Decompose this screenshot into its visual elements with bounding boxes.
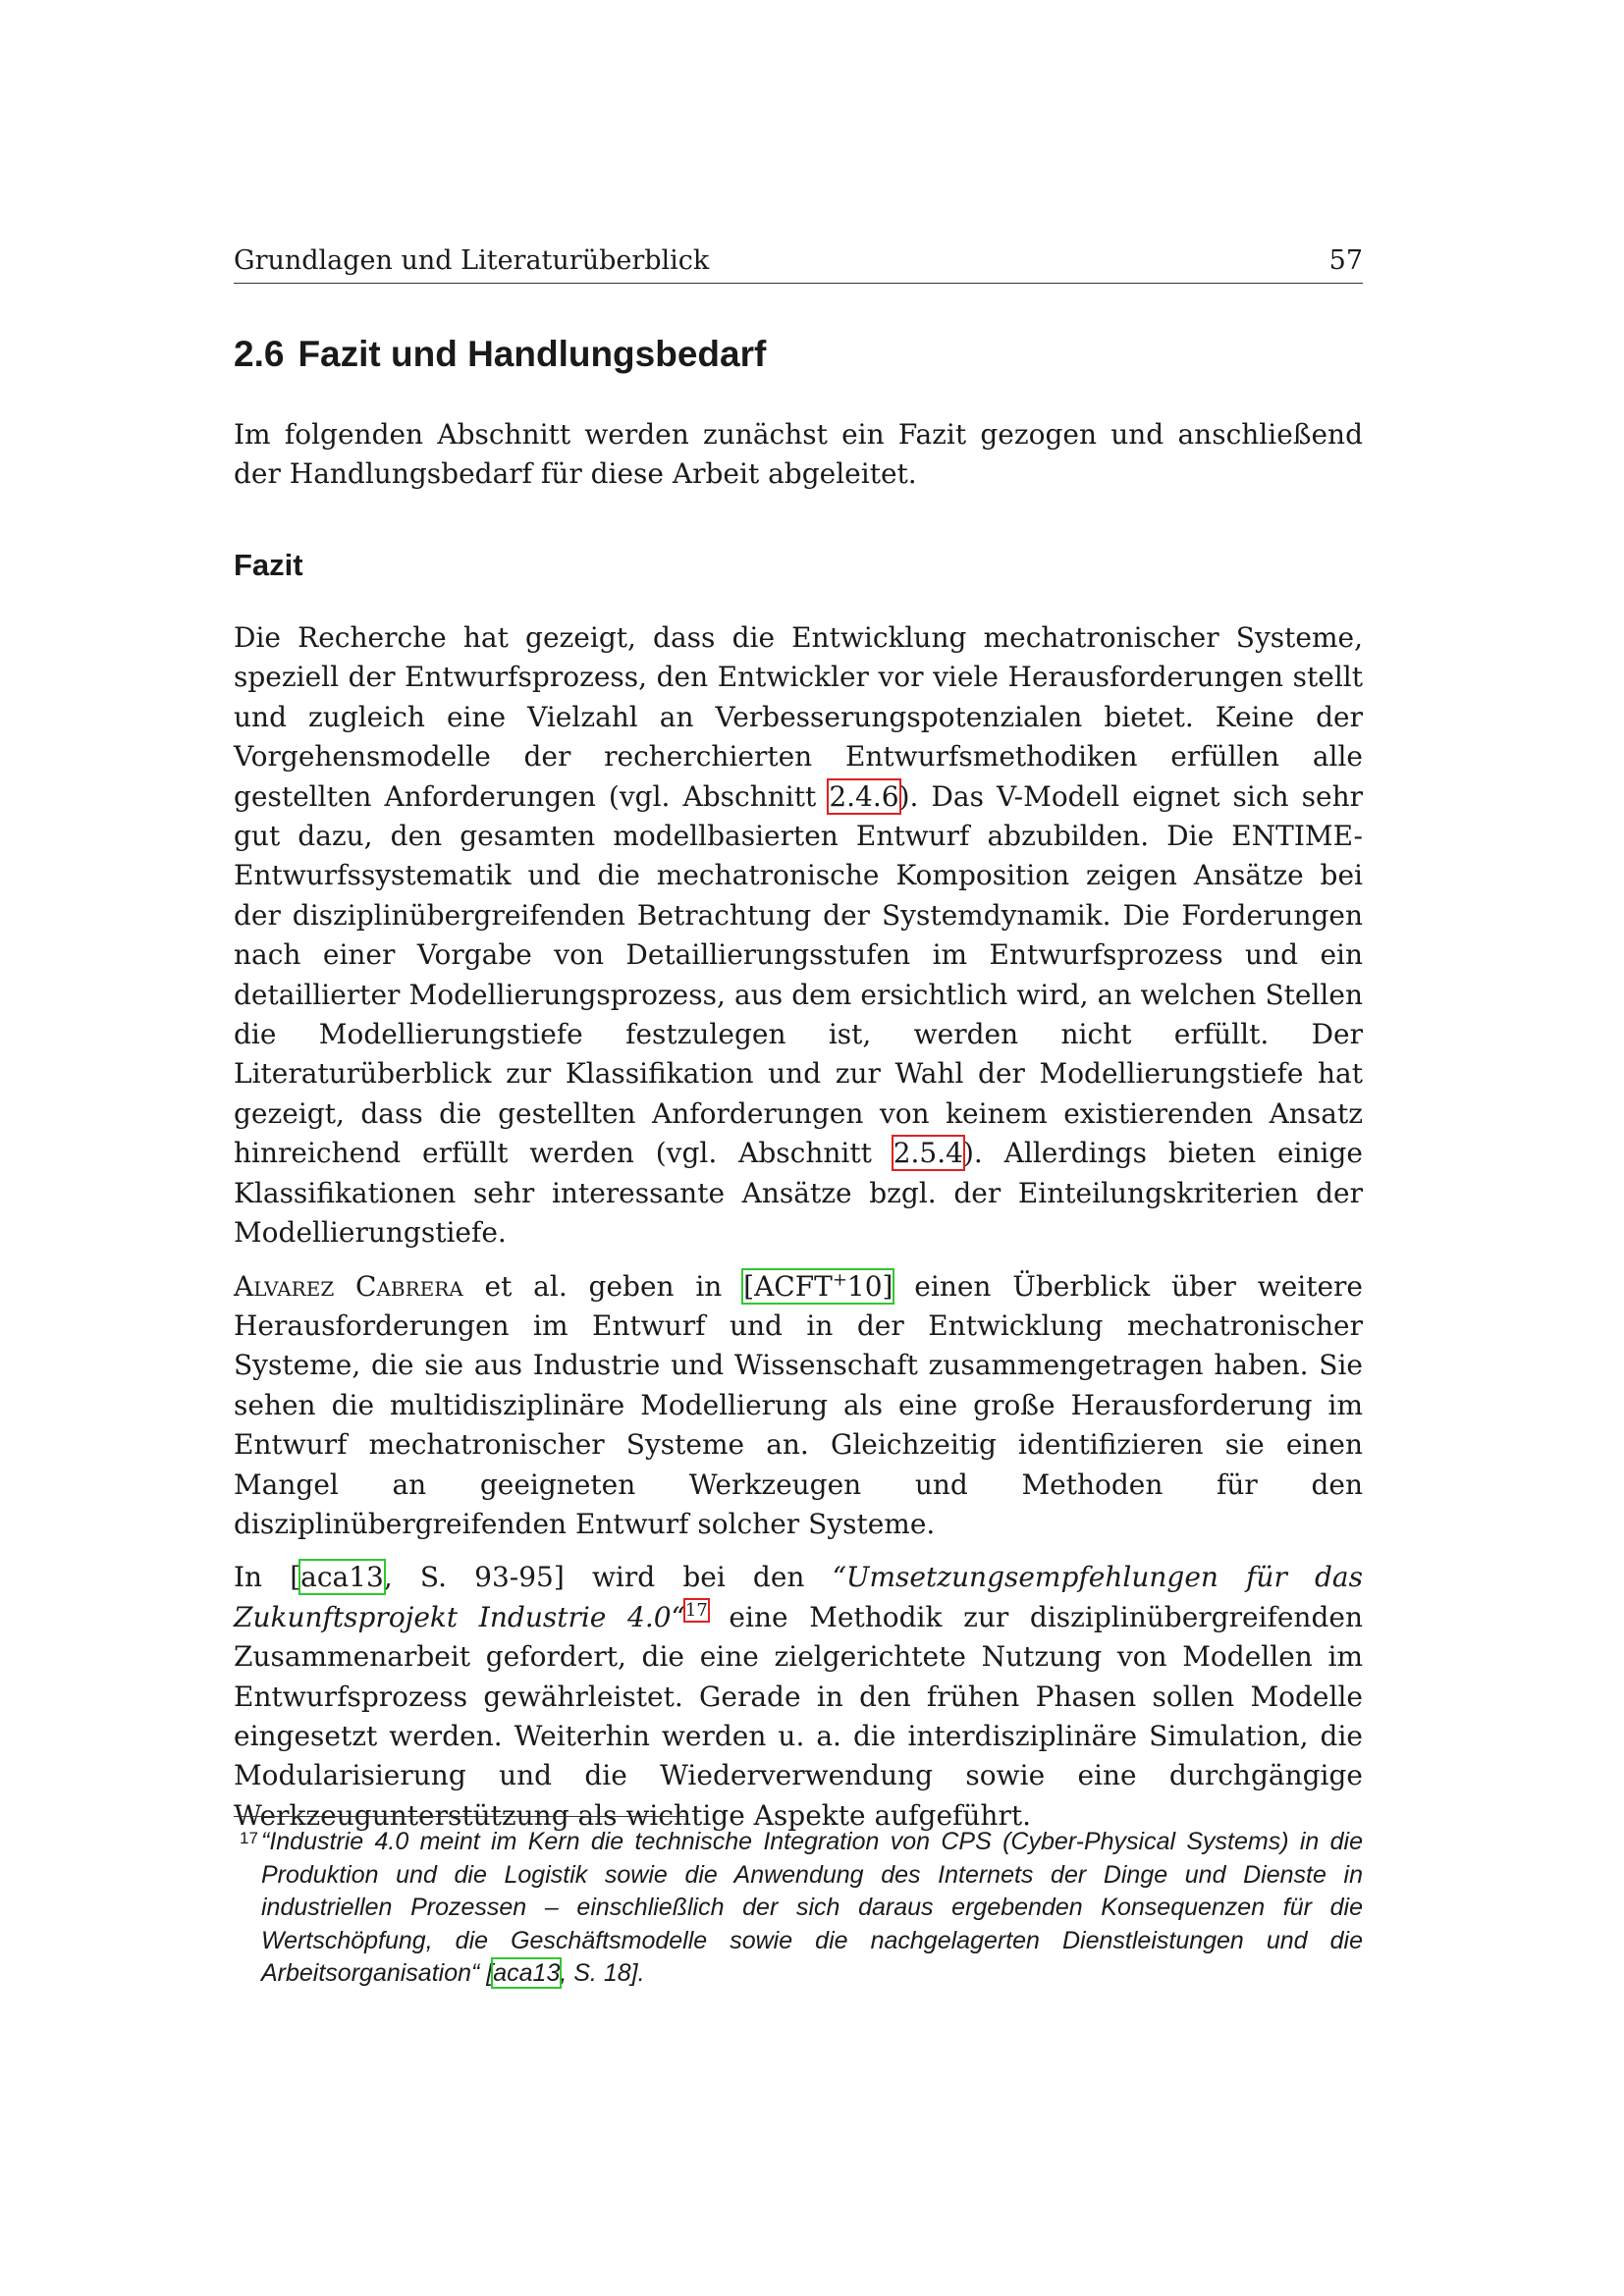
paragraph-3-text-b: , S. 93-95] wird bei den [383,1561,833,1594]
section-heading [234,334,766,375]
section-link-2-5-4[interactable]: 2.5.4 [893,1137,963,1170]
citation-acft-tail: 10] [846,1269,893,1303]
paragraph-1-text-a: Die Recherche hat gezeigt, dass die Entwicklung mechatronischer Systeme, speziell der Entwurfsprozess, den Entwickler vor viele Herausforderungen stellt und zugleich eine Vielzahl an Verbesserungspotenzialen bietet. Keine der Vorgehensmodelle der recherchierten Entwurfsmethodiken erfüllen alle gestellten Anforderungen (vgl. Abschnitt [234,621,1363,813]
section-number: 2.6 [234,334,285,374]
footnote [234,1826,1363,1991]
paragraph-1-text-b: ). Das V-Modell eignet sich sehr gut dazu, den gesamten modellbasierten Entwurf abzubilden. Die ENTIME-Entwurfssystematik und die mechatronische Komposition zeigen Ansätze bei der disziplinübergreifenden Betrachtung der Systemdynamik. Die Forderungen nach einer Vorgabe von Detaillierungsstufen im Entwurfsprozess und ein detaillierter Modellierungsprozess, aus dem ersichtlich wird, an welchen Stellen die Modellierungstiefe festzulegen ist, werden nicht erfüllt. Der Literaturüberblick zur Klassifikation und zur Wahl der Modellierungstiefe hat gezeigt, dass die gestellten Anforderungen von keinem existierenden Ansatz hinreichend erfüllt werden (vgl. Abschnitt [234,779,1363,1170]
footnote-body [261,1826,1363,1991]
paragraph-2-text-a: et al. geben in [462,1269,744,1303]
paragraph-3-text-c: eine Methodik zur disziplinübergreifenden Zusammenarbeit gefordert, die eine zielgerichtete Nutzung von Modellen im Entwurfsprozess gewährleistet. Gerade in den frühen Phasen sollen Modelle eingesetzt werden. Weiterhin werden u. a. die interdisziplinäre Simulation, die Modularisierung und die Wiederverwendung sowie eine durchgängige Werkzeugunterstützung als wichtige Aspekte aufgeführt. [234,1600,1363,1832]
section-link-2-4-6[interactable]: 2.4.6 [829,779,899,813]
footnote-citation-aca13[interactable]: aca13 [493,1959,561,1987]
page-number: 57 [1328,245,1363,276]
footnote-mark: 17 [240,1829,258,1847]
intro-block [234,415,1363,495]
footnote-text-b: , S. 18]. [560,1959,645,1987]
quoted-title: “Umsetzungsempfehlungen für das Zukunftsprojekt Industrie 4.0“ [234,1561,1363,1633]
paragraph-3 [234,1558,1363,1836]
citation-acft-main: [ACFT [743,1269,833,1303]
intro-paragraph: Im folgenden Abschnitt werden zunächst ein Fazit gezogen und anschließend der Handlungsbedarf für diese Arbeit abgeleitet. [234,418,1363,491]
footnote-text-a: “Industrie 4.0 meint im Kern die technische Integration von CPS (Cyber-Physical Systems) in die Produktion und die Logistik sowie die Anwendung des Internets der Dinge und Dienste in industriellen Prozessen – einschließlich der sich daraus ergebenden Konsequenzen für die Wertschöpfung, die Geschäftsmodelle sowie die nachgelagerten Dienstleistungen und die Arbeitsorganisation“ [ [261,1828,1363,1987]
paragraph-1 [234,618,1363,1254]
citation-link-aca13[interactable]: aca13 [300,1561,384,1594]
footnote-rule [234,1816,685,1817]
citation-acft-sup: + [832,1269,847,1291]
footnote-link-17[interactable]: 17 [684,1600,708,1622]
citation-link-acft10[interactable] [743,1270,893,1303]
paragraph-2-text-b: einen Überblick über weitere Herausforderungen im Entwurf und in der Entwicklung mechatronischer Systeme, die sie aus Industrie und Wissenschaft zusammengetragen haben. Sie sehen die multidisziplinäre Modellierung als eine große Herausforderung im Entwurf mechatronischer Systeme an. Gleichzeitig identifizieren sie einen Mangel an geeigneten Werkzeugen und Methoden für den disziplinübergreifenden Entwurf solcher Systeme. [234,1269,1364,1540]
author-name: Alvarez Cabrera [234,1269,463,1303]
body-text [234,618,1363,1836]
subsection-heading: Fazit [234,548,303,582]
running-head [234,243,1363,284]
section-title: Fazit und Handlungsbedarf [298,334,767,374]
paragraph-2 [234,1267,1363,1545]
paragraph-3-text-a: In [ [234,1561,301,1594]
paragraph-1-text-c: ). Allerdings bieten einige Klassifikationen sehr interessante Ansätze bzgl. der Einteilungskriterien der Modellierungstiefe. [234,1137,1363,1250]
running-head-title: Grundlagen und Literaturüberblick [234,245,710,276]
